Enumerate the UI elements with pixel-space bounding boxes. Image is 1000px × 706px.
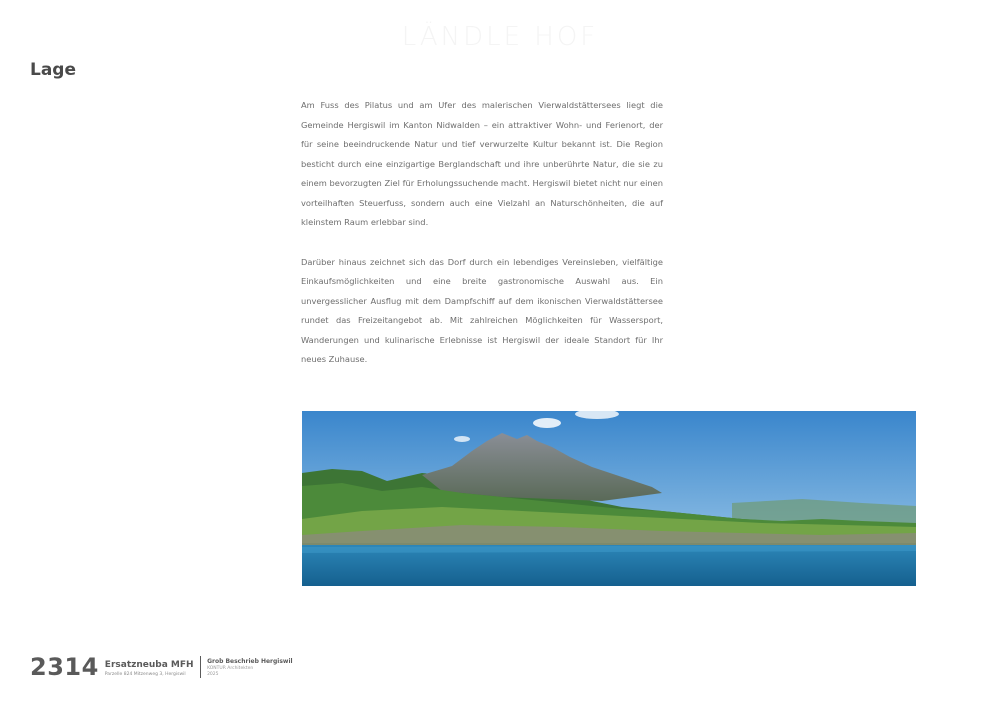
- project-info: [105, 660, 194, 678]
- panorama-photo-hergiswil: [302, 411, 916, 586]
- page-header-watermark: LÄNDLE HOF: [401, 22, 599, 52]
- document-year: 2025: [207, 672, 219, 677]
- cloud: [454, 436, 470, 442]
- project-name: Ersatzneuba MFH: [104, 660, 194, 670]
- footer-divider: [200, 656, 202, 678]
- document-author: KONTUR Architekten: [207, 666, 254, 671]
- footer: [30, 652, 293, 681]
- section-title: Lage: [30, 60, 77, 80]
- project-number: 2314: [30, 653, 99, 681]
- cloud: [533, 418, 561, 428]
- document-info: [207, 657, 293, 678]
- document-title: Grob Beschrieb Hergiswil: [207, 658, 293, 665]
- paragraph-lifestyle: Darüber hinaus zeichnet sich das Dorf durch ein lebendiges Vereinsleben, vielfältige Einkaufsmöglichkeiten und eine breite gastronomische Auswahl aus. Ein unvergesslicher Ausflug mit dem Dampfschiff auf dem ikonischen Vierwaldstättersee rundet das Freizeitangebot ab. Mit zahlreichen Möglichkeiten für Wassersport, Wanderungen und kulinarische Erlebnisse ist Hergiswil der ideale Standort für Ihr neues Zuhause.: [301, 256, 663, 364]
- paragraph-intro: Am Fuss des Pilatus und am Ufer des malerischen Vierwaldstättersees liegt die Gemeinde Hergiswil im Kanton Nidwalden – ein attraktiver Wohn- und Ferienort, der für seine beeindruckende Natur und tief verwurzelte Kultur bekannt ist. Die Region besticht durch eine einzigartige Berglandschaft und ihre unberührte Natur, die sie zu einem bevorzugten Ziel für Erholungssuchende macht. Hergiswil bietet nicht nur einen vorteilhaften Steuerfuss, sondern auch eine Vielzahl an Naturschönheiten, die auf kleinstem Raum erlebbar sind.: [301, 100, 663, 227]
- body-text: [301, 96, 663, 370]
- project-address: Parzelle 824 Mitzenweg 3, Hergiswil: [104, 672, 186, 677]
